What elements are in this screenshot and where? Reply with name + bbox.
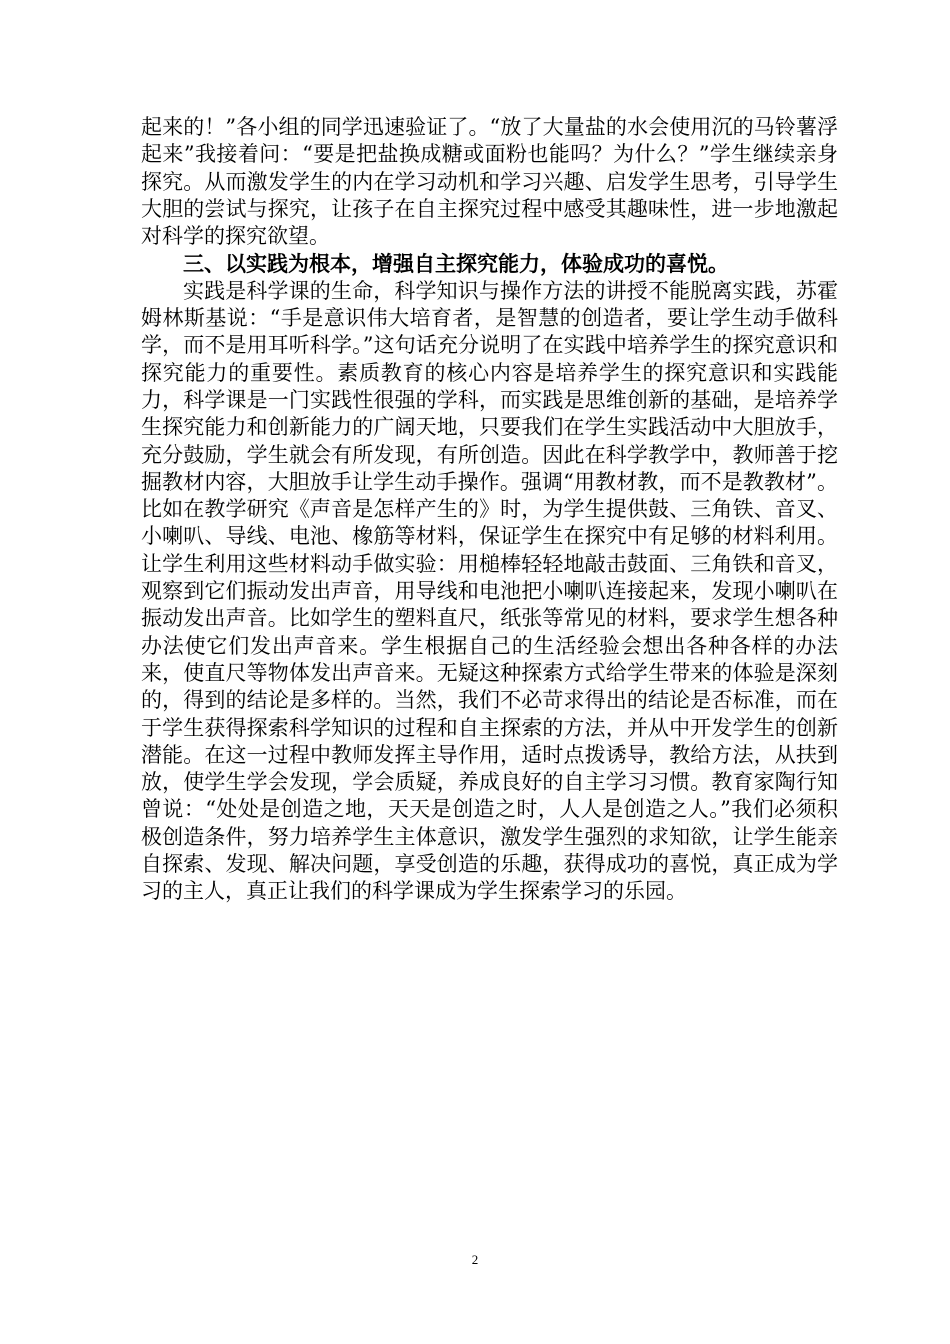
paragraph-practice: 实践是科学课的生命，科学知识与操作方法的讲授不能脱离实践，苏霍姆林斯基说：“手是意识伟大培育者，是智慧的创造者，要让学生动手做科学，而不是用耳听科学。”这句话充分说明了在实践中培养学生的探究意识和探究能力的重要性。素质教育的核心内容是培养学生的探究意识和实践能力，科学课是一门实践性很强的学科，而实践是思维创新的基础，是培养学生探究能力和创新能力的广阔天地，只要我们在学生实践活动中大胆放手，充分鼓励，学生就会有所发现，有所创造。因此在科学教学中，教师善于挖掘教材内容，大胆放手让学生动手操作。强调“用教材教，而不是教教材”。比如在教学研究《声音是怎样产生的》时，为学生提供鼓、三角铁、音叉、小喇叭、导线、电池、橡筋等材料，保证学生在探究中有足够的材料利用。让学生利用这些材料动手做实验：用槌棒轻轻地敲击鼓面、三角铁和音叉，观察到它们振动发出声音，用导线和电池把小喇叭连接起来，发现小喇叭在振动发出声音。比如学生的塑料直尺，纸张等常见的材料，要求学生想各种办法使它们发出声音来。学生根据自己的生活经验会想出各种各样的办法来，使直尺等物体发出声音来。无疑这种探索方式给学生带来的体验是深刻的，得到的结论是多样的。当然，我们不必苛求得出的结论是否标准，而在于学生获得探索科学知识的过程和自主探索的方法，并从中开发学生的创新潜能。在这一过程中教师发挥主导作用，适时点拨诱导，教给方法，从扶到放，使学生学会发现，学会质疑，养成良好的自主学习习惯。教育家陶行知曾说：“处处是创造之地，天天是创造之时，人人是创造之人。”我们必须积极创造条件，努力培养学生主体意识，激发学生强烈的求知欲，让学生能亲自探索、发现、解决问题，享受创造的乐趣，获得成功的喜悦，真正成为学习的主人，真正让我们的科学课成为学生探索学习的乐园。 (141, 278, 838, 904)
paragraph-continuation: 起来的！”各小组的同学迅速验证了。“放了大量盐的水会使用沉的马铃薯浮起来”我接着问：“要是把盐换成糖或面粉也能吗？为什么？”学生继续亲身探究。从而激发学生的内在学习动机和学习兴趣、启发学生思考，引导学生大胆的尝试与探究，让孩子在自主探究过程中感受其趣味性，进一步地激起对科学的探究欲望。 (141, 115, 838, 249)
document-body (141, 114, 838, 906)
page-number: 2 (471, 1252, 479, 1267)
section-heading: 三、以实践为根本，增强自主探究能力，体验成功的喜悦。 (183, 251, 729, 277)
